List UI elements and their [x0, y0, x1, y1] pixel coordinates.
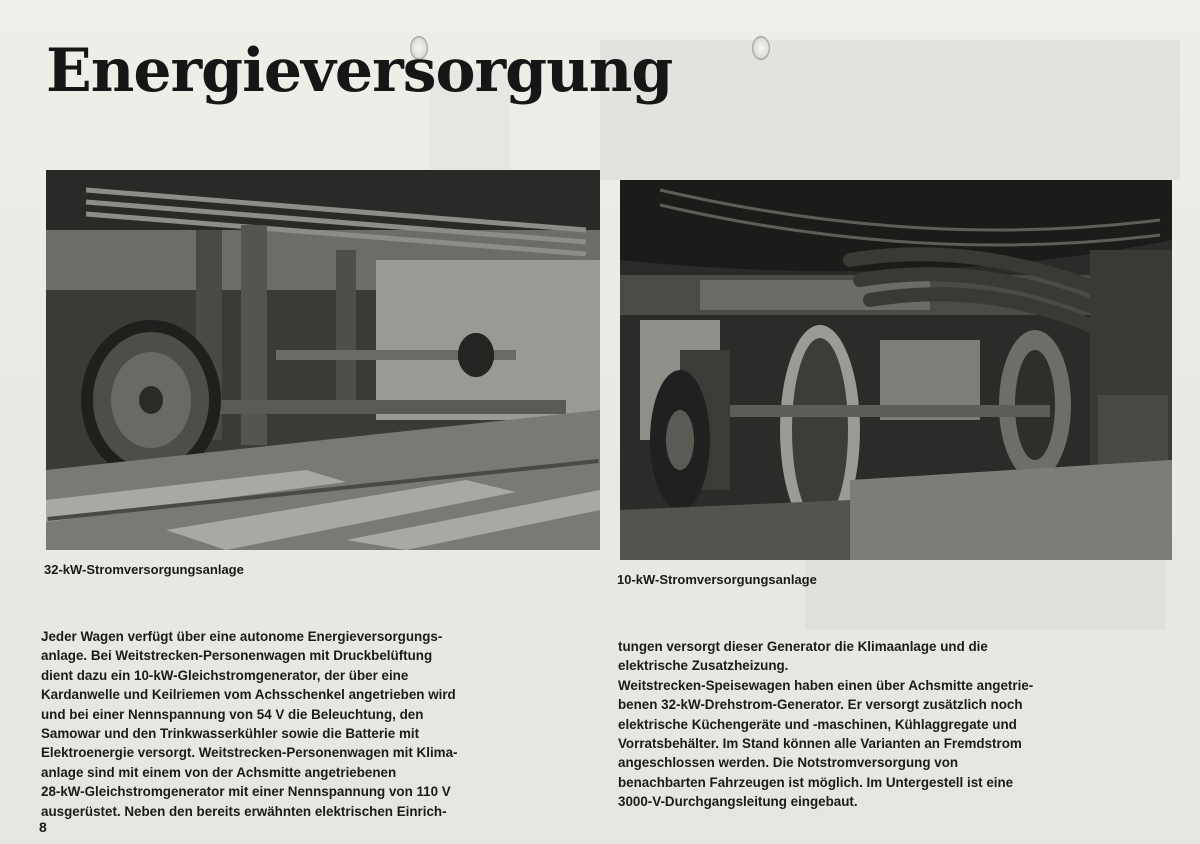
photo-32kw-generator-icon: [46, 170, 600, 550]
page-number: 8: [39, 819, 47, 835]
punch-hole: [752, 36, 770, 60]
photo-10kw-generator: [620, 180, 1172, 560]
bleed-through-panel: [805, 560, 1165, 630]
photo-10kw-generator-icon: [620, 180, 1172, 560]
body-text-left-column: Jeder Wagen verfügt über eine autonome Energieversorgungs- anlage. Bei Weitstrecken-Personenwagen mit Druckbelüftung dient dazu ein 10-kW-Gleichstromgenerator, der über eine Kardanwelle und Keilriemen vom Achsschenkel angetrieben wird und bei einer Nennspannung von 54 V die Beleuchtung, den Samowar und den Trinkwasserkühler sowie die Batterie mit Elektroenergie versorgt. Weitstrecken-Personenwagen mit Klima- anlage sind mit einem von der Achsmitte angetriebenen 28-kW-Gleichstromgenerator mit einer Nennspannung von 110 V ausgerüstet. Neben den bereits erwähnten elektrischen Einrich-: [41, 629, 458, 819]
body-text-right-column: tungen versorgt dieser Generator die Klimaanlage und die elektrische Zusatzheizung. Weitstrecken-Speisewagen haben einen über Achsmitte angetrie- benen 32-kW-Drehstrom-Generator. Er versorgt zusätzlich noch elektrische Küchengeräte und -maschinen, Kühlaggregate und Vorratsbehälter. Im Stand können alle Varianten an Fremdstrom angeschlossen werden. Die Notstromversorgung von benachbarten Fahrzeugen ist möglich. Im Untergestell ist eine 3000-V-Durchgangsleitung eingebaut.: [618, 639, 1034, 810]
photo-caption-right: 10-kW-Stromversorgungsanlage: [617, 572, 817, 587]
photo-32kw-generator: [46, 170, 600, 550]
page-title: Energieversorgung: [46, 36, 673, 106]
bleed-through-panel: [600, 40, 1180, 180]
photo-caption-left: 32-kW-Stromversorgungsanlage: [44, 562, 244, 577]
